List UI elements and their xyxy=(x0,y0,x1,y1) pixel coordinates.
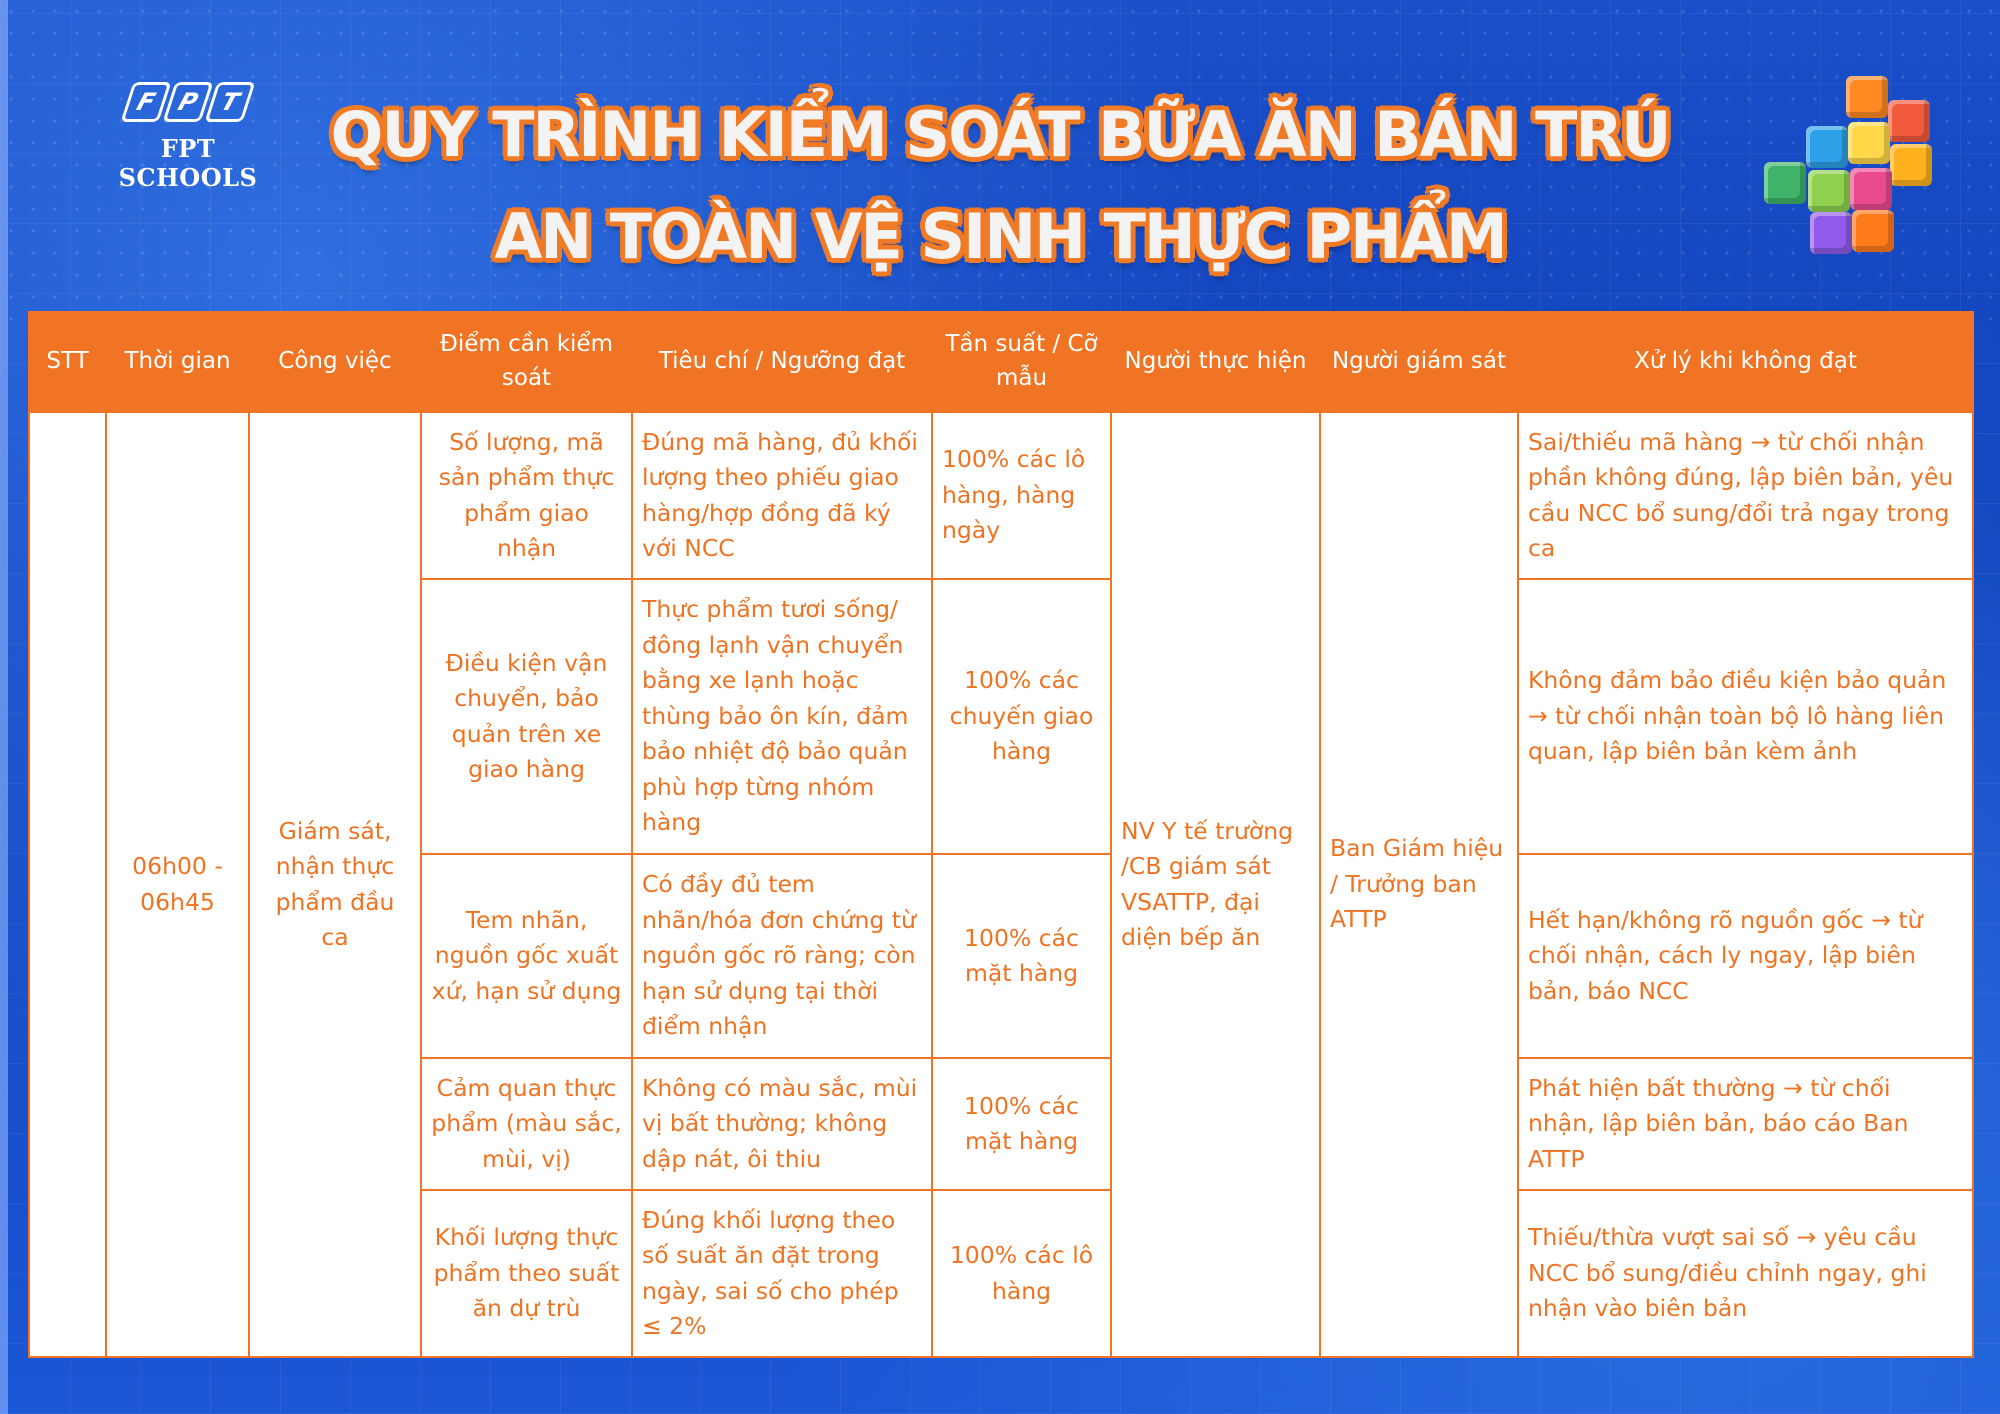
cell-frequency: 100% các mặt hàng xyxy=(932,854,1111,1058)
cube xyxy=(1808,170,1850,212)
header-action: Xử lý khi không đạt xyxy=(1518,311,1973,412)
logo-letter: F xyxy=(121,82,172,122)
left-edge-strip xyxy=(0,0,8,1414)
cell-control-point: Cảm quan thực phẩm (màu sắc, mùi, vị) xyxy=(421,1058,632,1190)
cell-action: Thiếu/thừa vượt sai số → yêu cầu NCC bổ sung/điều chỉnh ngay, ghi nhận vào biên bản xyxy=(1518,1190,1973,1357)
header-performer: Người thực hiện xyxy=(1111,311,1320,412)
cell-criteria: Có đầy đủ tem nhãn/hóa đơn chứng từ nguồn gốc rõ ràng; còn hạn sử dụng tại thời điểm nhận xyxy=(632,854,932,1058)
cell-criteria: Thực phẩm tươi sống/ đông lạnh vận chuyển bằng xe lạnh hoặc thùng bảo ôn kín, đảm bảo nhiệt độ bảo quản phù hợp từng nhóm hàng xyxy=(632,579,932,854)
table-row xyxy=(29,412,1973,579)
cell-time: 06h00 - 06h45 xyxy=(106,412,249,1357)
cell-criteria: Đúng khối lượng theo số suất ăn đặt trong ngày, sai số cho phép ≤ 2% xyxy=(632,1190,932,1357)
cell-performer: NV Y tế trường /CB giám sát VSATTP, đại diện bếp ăn xyxy=(1111,412,1320,1357)
cube xyxy=(1806,126,1848,168)
header-time: Thời gian xyxy=(106,311,249,412)
cube xyxy=(1852,210,1894,252)
cell-control-point: Khối lượng thực phẩm theo suất ăn dự trù xyxy=(421,1190,632,1357)
header-criteria: Tiêu chí / Ngưỡng đạt xyxy=(632,311,932,412)
control-process-table xyxy=(28,311,1972,1356)
cube xyxy=(1890,144,1932,186)
colorful-cube-cross-icon xyxy=(1750,70,1950,260)
header-task: Công việc xyxy=(249,311,421,412)
page-title-line-2: AN TOÀN VỆ SINH THỰC PHẨM xyxy=(494,200,1506,273)
cell-control-point: Tem nhãn, nguồn gốc xuất xứ, hạn sử dụng xyxy=(421,854,632,1058)
cell-action: Hết hạn/không rõ nguồn gốc → từ chối nhận, cách ly ngay, lập biên bản, báo NCC xyxy=(1518,854,1973,1058)
cube xyxy=(1850,168,1892,210)
cell-frequency: 100% các lô hàng xyxy=(932,1190,1111,1357)
fpt-logo-mark-icon xyxy=(82,82,295,122)
header-supervisor: Người giám sát xyxy=(1320,311,1518,412)
page-title-line-1: QUY TRÌNH KIỂM SOÁT BỮA ĂN BÁN TRÚ xyxy=(330,98,1670,171)
cell-control-point: Số lượng, mã sản phẩm thực phẩm giao nhận xyxy=(421,412,632,579)
cube xyxy=(1888,100,1930,142)
cell-action: Phát hiện bất thường → từ chối nhận, lập biên bản, báo cáo Ban ATTP xyxy=(1518,1058,1973,1190)
cell-frequency: 100% các lô hàng, hàng ngày xyxy=(932,412,1111,579)
cell-criteria: Đúng mã hàng, đủ khối lượng theo phiếu giao hàng/hợp đồng đã ký với NCC xyxy=(632,412,932,579)
cell-supervisor: Ban Giám hiệu / Trưởng ban ATTP xyxy=(1320,412,1518,1357)
logo-letter: P xyxy=(163,82,214,122)
cube xyxy=(1846,76,1888,118)
cube xyxy=(1810,212,1852,254)
cell-frequency: 100% các mặt hàng xyxy=(932,1058,1111,1190)
cell-task: Giám sát, nhận thực phẩm đầu ca xyxy=(249,412,421,1357)
header-stt: STT xyxy=(29,311,106,412)
cell-action: Sai/thiếu mã hàng → từ chối nhận phần không đúng, lập biên bản, yêu cầu NCC bổ sung/đổi trả ngay trong ca xyxy=(1518,412,1973,579)
process-table xyxy=(28,311,1974,1358)
cube xyxy=(1848,122,1890,164)
cube xyxy=(1764,162,1806,204)
cell-frequency: 100% các chuyến giao hàng xyxy=(932,579,1111,854)
header-frequency: Tần suất / Cỡ mẫu xyxy=(932,311,1111,412)
cell-control-point: Điều kiện vận chuyển, bảo quản trên xe giao hàng xyxy=(421,579,632,854)
table-header-row xyxy=(29,311,1973,412)
logo-letter: T xyxy=(205,82,256,122)
cell-stt xyxy=(29,412,106,1357)
fpt-schools-logo xyxy=(88,82,288,192)
cell-action: Không đảm bảo điều kiện bảo quản → từ chối nhận toàn bộ lô hàng liên quan, lập biên bản kèm ảnh xyxy=(1518,579,1973,854)
logo-text: FPT SCHOOLS xyxy=(118,134,258,192)
header-control-point: Điểm cần kiểm soát xyxy=(421,311,632,412)
cell-criteria: Không có màu sắc, mùi vị bất thường; không dập nát, ôi thiu xyxy=(632,1058,932,1190)
